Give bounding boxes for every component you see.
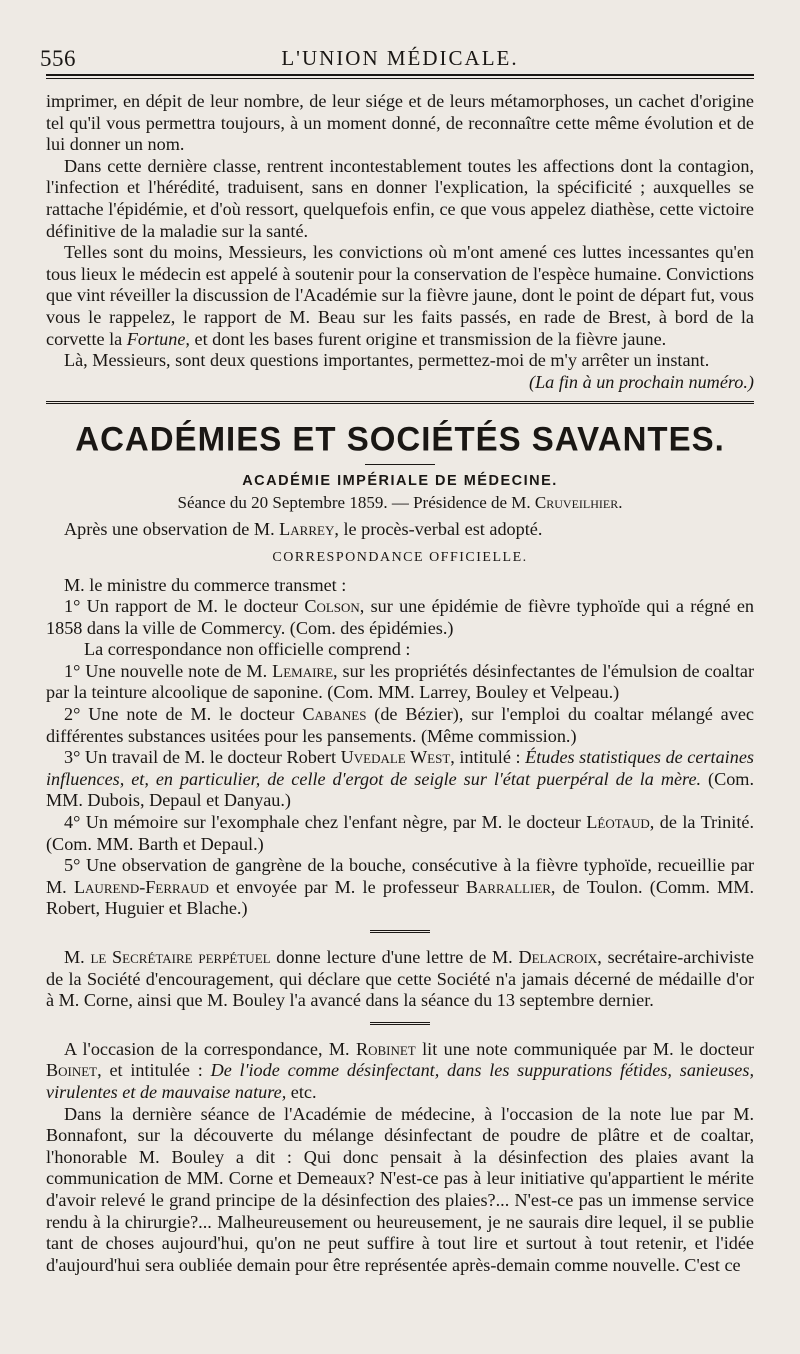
paragraph-text: de Toulon. (Comm. MM. Robert, Huguier et Blache.) — [46, 876, 754, 919]
person-name: Léotaud, — [586, 812, 655, 833]
person-name: Uvedale West, — [340, 747, 455, 768]
paragraph: M. le ministre du commerce transmet : — [64, 574, 347, 595]
person-name: Robinet — [355, 1038, 416, 1059]
paragraph: imprimer, en dépit de leur nombre, de leur siége et de leurs métamorphoses, un cachet d'origine tel qu'il vous permettra toujours, à un moment donné, de reconnaître cette même évolution et de lui donner un nom. — [46, 91, 754, 155]
paragraph — [46, 1039, 754, 1104]
section-title: ACADÉMIES ET SOCIÉTÉS SAVANTES. — [75, 419, 725, 459]
person-name: Delacroix, — [518, 947, 602, 967]
paragraph — [46, 947, 754, 1012]
paragraph-text: Telles sont du moins, Messieurs, les convictions où m'ont amené ces luttes incessantes qu'en tous lieux le médecin est appelé à soutenir pour la conservation de l'espèce humaine. Convictions que vint réveiller la discussion de l'Académie sur la fièvre jaune, dont le point de départ fut, vous vous le rappelez, le rapport de M. Beau sur les faits passés, en rade de Brest, à bord de la corvette la — [46, 242, 754, 349]
list-item — [46, 704, 754, 747]
paragraph — [46, 242, 754, 350]
paragraph-text: 1° Un rapport de M. le docteur — [64, 596, 305, 617]
paragraph-text: etc. — [286, 1081, 317, 1102]
person-name: Cabanes — [302, 704, 367, 725]
list-item — [46, 661, 754, 704]
paragraph: La correspondance non officielle comprend : — [84, 639, 411, 660]
paragraph-text: 4° Un mémoire sur l'exomphale chez l'enfant nègre, par M. le docteur — [64, 812, 587, 833]
paragraph-text: le procès-verbal est adopté. — [338, 519, 543, 540]
officer-title: le Secrétaire perpétuel — [90, 947, 271, 967]
paragraph-text: donne lecture d'une lettre de M. — [270, 947, 519, 967]
paragraph-text: (de Bézier), sur l'emploi du coaltar mélangé avec différentes substances usitées pour les pansements. (Même commission.) — [46, 704, 754, 746]
paragraph-text: 2° Une note de M. le docteur — [64, 704, 303, 725]
session-report — [46, 519, 754, 1276]
journal-title: L'UNION MÉDICALE. — [281, 46, 519, 70]
person-name: Boinet, — [46, 1060, 102, 1081]
list-item — [46, 812, 754, 855]
list-item — [46, 747, 754, 812]
paragraph-text: lit une note communiquée par M. le docteur — [415, 1038, 754, 1059]
paragraph: Là, Messieurs, sont deux questions importantes, permettez-moi de m'y arrêter un instant. — [64, 350, 710, 371]
official-correspondence-heading: CORRESPONDANCE OFFICIELLE. — [272, 549, 528, 565]
paragraph — [46, 519, 754, 541]
paragraph-text: A l'occasion de la correspondance, M. — [64, 1038, 356, 1059]
person-name: Colson, — [304, 596, 365, 617]
paragraph-text: Après une observation de M. — [64, 519, 280, 540]
paragraph-text: (Com. MM. Dubois, Depaul et Danyau.) — [46, 768, 754, 811]
paragraph-text: sur les propriétés désinfectantes de l'émulsion de coaltar par la teinture alcoolique de saponine. (Com. MM. Larrey, Bouley et Velpeau.) — [46, 660, 754, 703]
paragraph-text: de la Trinité. (Com. MM. Barth et Depaul.) — [46, 812, 754, 854]
article-continuation — [46, 91, 754, 393]
paragraph-text: sur une épidémie de fièvre typhoïde qui a régné en 1858 dans la ville de Commercy. (Com. des épidémies.) — [46, 596, 754, 638]
work-title: De l'iode comme désinfectant, dans les suppurations fétides, sanieuses, virulentes et de mauvaise nature, — [46, 1060, 755, 1102]
paragraph-text: secrétaire-archiviste de la Société d'encouragement, qui déclare que cette Société n'a jamais décerné de médaille d'or à M. Corne, ainsi que M. Bouley l'a avancé dans la séance du 13 septembre dernier. — [46, 947, 754, 1011]
academy-heading: ACADÉMIE IMPÉRIALE DE MÉDECINE. — [242, 473, 558, 490]
page-number: 556 — [40, 46, 76, 71]
paragraph-text: et dont les bases furent origine et transmission de la fièvre jaune. — [189, 328, 667, 349]
session-date: Séance du 20 Septembre 1859. — Présidence de M. — [177, 493, 535, 513]
person-name: Lemaire, — [272, 660, 338, 681]
ship-name: Fortune, — [126, 328, 190, 349]
paragraph-text: et intitulée : — [101, 1060, 211, 1081]
list-item — [46, 855, 754, 920]
header-rule-thin — [46, 78, 754, 79]
list-item — [46, 596, 754, 639]
person-name: Larrey, — [279, 519, 339, 540]
separator — [370, 930, 430, 933]
running-head — [40, 40, 754, 74]
header-rule — [46, 74, 754, 76]
paragraph-text: et envoyée par M. le professeur — [208, 876, 466, 897]
paragraph-text: 3° Un travail de M. le docteur Robert — [64, 747, 341, 768]
paragraph-text: 1° Une nouvelle note de M. — [64, 660, 273, 681]
session-line — [46, 493, 754, 513]
continuation-note: (La fin à un prochain numéro.) — [529, 371, 754, 392]
paragraph-text: intitulé : — [454, 747, 526, 768]
person-name: Laurend-Ferraud — [73, 876, 209, 897]
section-divider — [46, 401, 754, 406]
paragraph-text: M. — [64, 947, 91, 967]
separator — [370, 1022, 430, 1025]
paragraph: Dans la dernière séance de l'Académie de médecine, à l'occasion de la note lue par M. Bonnafont, sur la découverte du mélange désinfectant de poudre de plâtre et de coaltar, l'honorable M. Bouley a dit : Qui donc pensait à la désinfection des plaies avant la communication de MM. Corne et Demeaux? N'est-ce pas à leur initiative qu'appartient le mérite d'avoir relevé le grand principe de la désinfection des plaies?... N'est-ce pas un immense service rendu à la chirurgie?... Malheureusement ou heureusement, je ne saurais dire lequel, il se publie tant de choses aujourd'hui, qu'on ne peut suffire à tout lire et surtout à tout retenir, et l'idée d'aujourd'hui sera oubliée demain pour être représentée après-demain comme nouvelle. C'est ce — [46, 1103, 754, 1275]
person-name: Barrallier, — [465, 876, 556, 897]
title-underline — [365, 464, 435, 465]
president-name: Cruveilhier. — [534, 493, 623, 513]
paragraph-text: 5° Une observation de gangrène de la bouche, consécutive à la fièvre typhoïde, recueillie par M. — [46, 855, 754, 897]
work-title: Études statistiques de certaines influences, et, en particulier, de celle d'ergot de seigle sur l'état puerpéral de la mère. — [46, 747, 754, 789]
paragraph: Dans cette dernière classe, rentrent incontestablement toutes les affections dont la contagion, l'infection et l'hérédité, traduisent, sans en donner l'explication, la spécificité ; auxquelles se rattache l'épidémie, et d'où ressort, quelquefois enfin, ce que vous appelez diathèse, cette victoire définitive de la maladie sur la santé. — [46, 155, 754, 241]
